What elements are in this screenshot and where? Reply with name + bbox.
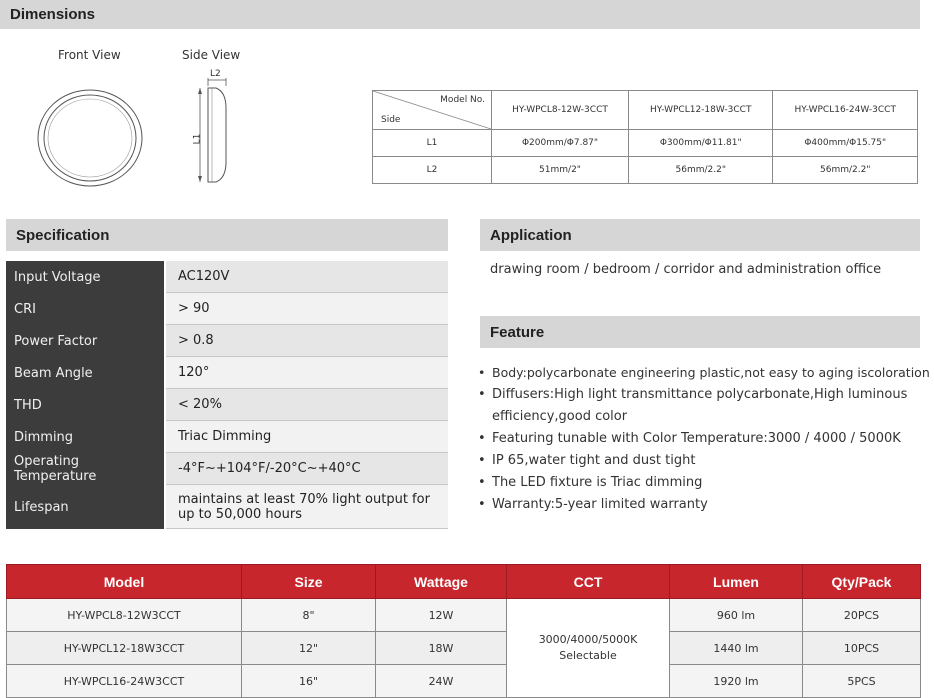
models-cell-size: 8" [242,599,376,632]
models-cell-model: HY-WPCL16-24W3CCT [7,665,242,698]
spec-value: < 20% [166,389,448,421]
models-cell-qty: 20PCS [803,599,921,632]
models-cell-model: HY-WPCL8-12W3CCT [7,599,242,632]
spec-row [6,453,448,486]
front-view-label: Front View [58,48,121,62]
application-text: drawing room / bedroom / corridor and administration office [490,262,882,277]
dimension-side-label: L2 [373,157,492,184]
corner-side: Side [381,115,401,125]
models-header-model: Model [7,565,242,599]
spec-value: Triac Dimming [166,421,448,453]
models-cell-qty: 10PCS [803,632,921,665]
models-header-wattage: Wattage [376,565,507,599]
spec-value: AC120V [166,261,448,293]
spec-key: THD [6,389,166,421]
spec-key: Operating Temperature [6,453,166,485]
feature-item: • Featuring tunable with Color Temperature:3000 / 4000 / 5000K [478,428,930,450]
models-cell-model: HY-WPCL12-18W3CCT [7,632,242,665]
front-view-drawing [36,88,148,188]
spec-row [6,485,448,530]
dimension-corner-cell [373,91,492,130]
feature-item: • The LED fixture is Triac dimming [478,472,930,494]
dimension-value: Φ400mm/Φ15.75" [773,130,918,157]
dimension-value: Φ200mm/Φ7.87" [492,130,629,157]
spec-value: > 0.8 [166,325,448,357]
dimensions-header [0,0,920,29]
spec-key: Lifespan [6,485,166,529]
models-cell-wattage: 18W [376,632,507,665]
feature-header [480,316,920,348]
spec-value: 120° [166,357,448,389]
dimension-value: 56mm/2.2" [629,157,773,184]
feature-title: Feature [490,323,545,341]
models-cell-wattage: 12W [376,599,507,632]
spec-key: CRI [6,293,166,325]
models-cell-lumen: 1440 lm [670,632,803,665]
dimension-value: 56mm/2.2" [773,157,918,184]
models-cell-size: 16" [242,665,376,698]
dimension-side-label: L1 [373,130,492,157]
side-view-label: Side View [182,48,241,62]
models-cell-qty: 5PCS [803,665,921,698]
application-title: Application [490,226,572,244]
models-cell-lumen: 1920 lm [670,665,803,698]
specification-title: Specification [16,226,110,244]
spec-row [6,325,448,358]
feature-item: • IP 65,water tight and dust tight [478,450,930,472]
models-cell-size: 12" [242,632,376,665]
dimension-value: Φ300mm/Φ11.81" [629,130,773,157]
spec-key: Beam Angle [6,357,166,389]
dimensions-title: Dimensions [10,6,96,23]
spec-row [6,389,448,422]
spec-row [6,293,448,326]
models-cell-wattage: 24W [376,665,507,698]
dimension-value: 51mm/2" [492,157,629,184]
models-cell-lumen: 960 lm [670,599,803,632]
models-header-lumen: Lumen [670,565,803,599]
feature-item: • Diffusers:High light transmittance polycarbonate,High luminous efficiency,good color [478,384,930,428]
feature-list [478,362,930,516]
models-header-qty: Qty/Pack [803,565,921,599]
spec-value: maintains at least 70% light output for up to 50,000 hours [166,485,448,529]
spec-value: > 90 [166,293,448,325]
spec-row [6,261,448,294]
models-cell-cct: 3000/4000/5000K Selectable [507,599,670,698]
corner-model-no: Model No. [440,95,485,105]
specification-header [6,219,448,251]
models-header-cct: CCT [507,565,670,599]
spec-value: -4°F~+104°F/-20°C~+40°C [166,453,448,485]
models-table [6,564,921,698]
models-header-size: Size [242,565,376,599]
spec-key: Dimming [6,421,166,453]
spec-key: Power Factor [6,325,166,357]
dimension-model-header: HY-WPCL8-12W-3CCT [492,91,629,130]
feature-item: • Warranty:5-year limited warranty [478,494,930,516]
dimension-model-header: HY-WPCL12-18W-3CCT [629,91,773,130]
l2-label: L2 [210,69,221,79]
dimension-model-header: HY-WPCL16-24W-3CCT [773,91,918,130]
feature-item: • Body:polycarbonate engineering plastic,not easy to aging iscoloration [478,362,930,384]
application-header [480,219,920,251]
dimensions-table [372,90,918,184]
spec-key: Input Voltage [6,261,166,293]
spec-row [6,357,448,390]
spec-row [6,421,448,454]
side-view-drawing [196,78,236,190]
l1-label: L1 [192,133,203,145]
